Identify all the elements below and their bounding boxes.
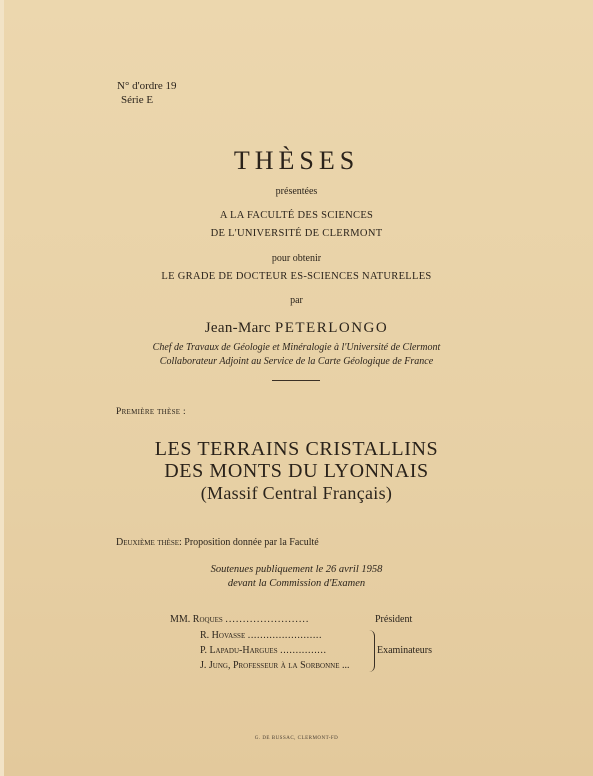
jury-member-dots: ........................ (247, 630, 323, 641)
thesis-title-line-2: DES MONTS DU LYONNAIS (164, 460, 429, 482)
author-first-name: Jean-Marc (204, 320, 271, 336)
author-role-2: Collaborateur Adjoint au Service de la Carte Géologique de France (159, 356, 434, 367)
jury-member-row (200, 630, 322, 641)
page-edge (0, 0, 4, 776)
jury-president-name: Roques (192, 614, 223, 625)
thesis-title-line-1: LES TERRAINS CRISTALLINS (154, 438, 439, 460)
jury-member-row (200, 660, 349, 671)
jury-prefix: MM. (170, 614, 191, 625)
faculty-line-1: A LA FACULTÉ DES SCIENCES (219, 210, 374, 221)
second-thesis-text: : Proposition donnée par la Faculté (179, 537, 319, 548)
first-thesis-label: Première thèse : (116, 407, 186, 417)
author-name (0, 320, 593, 337)
author-surname: PETERLONGO (274, 320, 389, 336)
jury-member-row (200, 645, 327, 656)
order-block (117, 79, 177, 107)
second-thesis-label: Deuxième thèse (116, 537, 179, 548)
by-label: par (290, 295, 303, 306)
divider-rule (272, 380, 320, 381)
to-obtain-label: pour obtenir (271, 253, 322, 264)
jury-member-name: J. Jung, Professeur à la Sorbonne (200, 660, 340, 671)
jury-member-name: R. Hovasse (200, 630, 246, 641)
printer-mark: G. DE BUSSAC, CLERMONT-FD (254, 736, 339, 741)
jury-president-role: Président (375, 614, 413, 625)
jury-member-dots: ... (341, 660, 350, 671)
thesis-subtitle: (Massif Central Français) (200, 483, 393, 503)
defense-line-1: Soutenues publiquement le 26 avril 1958 (210, 564, 383, 575)
faculty-line-2: DE L'UNIVERSITÉ DE CLERMONT (210, 228, 383, 239)
jury-president-row (170, 614, 309, 625)
second-thesis (116, 537, 319, 548)
jury-president-dots: ........................ (225, 614, 310, 625)
main-title: THÈSES (233, 146, 360, 175)
presented-label: présentées (275, 186, 318, 197)
defense-line-2: devant la Commission d'Examen (227, 578, 366, 589)
author-role-1: Chef de Travaux de Géologie et Minéralogie à l'Université de Clermont (152, 342, 441, 353)
series-label: Série E (121, 94, 154, 106)
degree-line: LE GRADE DE DOCTEUR ES-SCIENCES NATURELLES (161, 271, 432, 282)
jury-member-name: P. Lapadu-Hargues (200, 645, 278, 656)
examiners-brace (368, 630, 375, 672)
jury-member-dots: ............... (280, 645, 327, 656)
examiners-role: Examinateurs (377, 645, 432, 656)
order-number: N° d'ordre 19 (117, 80, 177, 92)
